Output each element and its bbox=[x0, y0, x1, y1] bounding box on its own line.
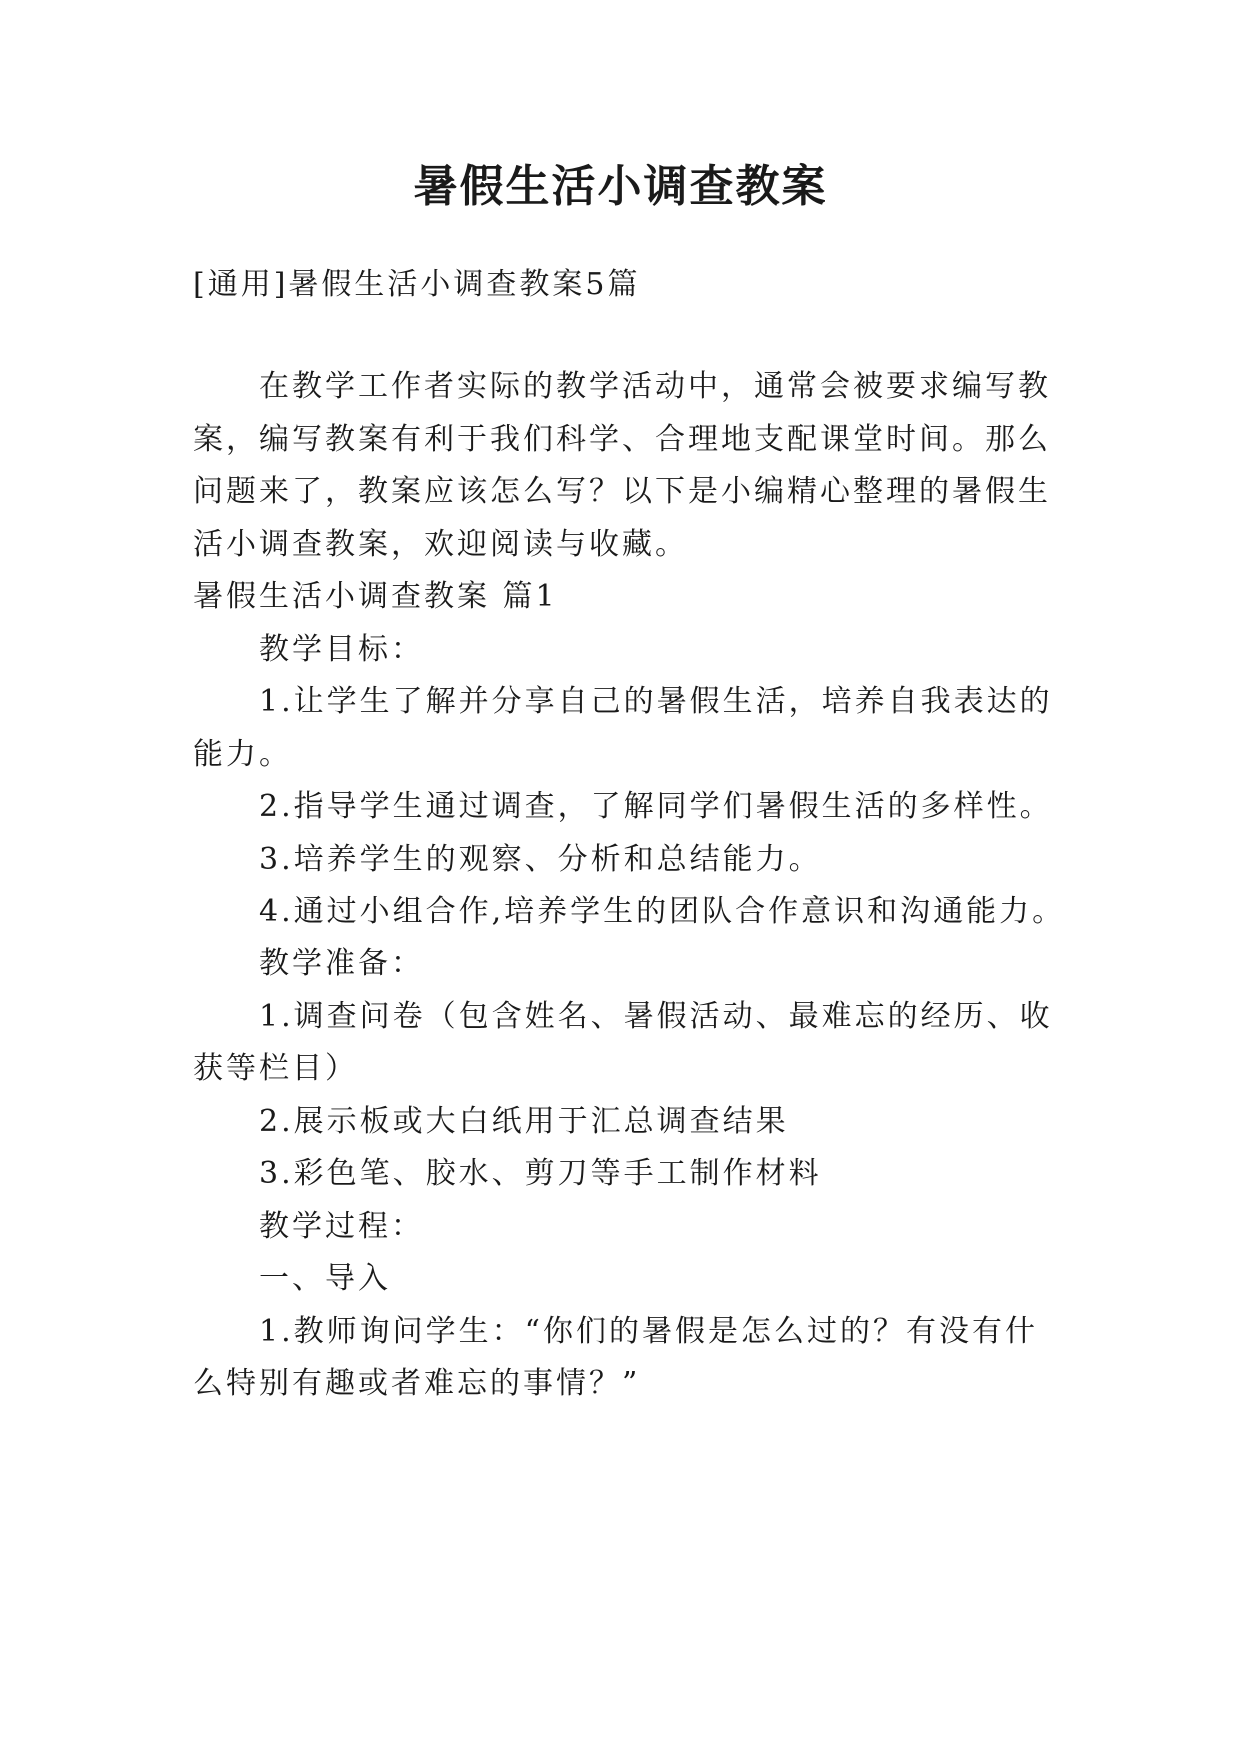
goal-line-2: 2.指导学生通过调查，了解同学们暑假生活的多样性。 bbox=[259, 789, 1053, 824]
goal-line-1: 1.让学生了解并分享自己的暑假生活，培养自我表达的 bbox=[259, 684, 1053, 719]
process-line-1: 1.教师询问学生：“你们的暑假是怎么过的？有没有什 bbox=[259, 1314, 1038, 1349]
goal-line-4: 4.通过小组合作,培养学生的团队合作意识和沟通能力。 bbox=[259, 894, 1066, 929]
goal-line-1-cont: 能力。 bbox=[193, 737, 292, 772]
process-subheading: 一、导入 bbox=[259, 1261, 391, 1296]
process-line-1-cont: 么特别有趣或者难忘的事情？” bbox=[193, 1366, 641, 1401]
prep-line-2: 2.展示板或大白纸用于汇总调查结果 bbox=[259, 1104, 789, 1139]
process-heading: 教学过程： bbox=[259, 1209, 424, 1244]
goal-line-3: 3.培养学生的观察、分析和总结能力。 bbox=[259, 842, 822, 877]
prep-line-1: 1.调查问卷（包含姓名、暑假活动、最难忘的经历、收 bbox=[259, 999, 1053, 1034]
intro-line-2: 案，编写教案有利于我们科学、合理地支配课堂时间。那么 bbox=[193, 422, 1051, 457]
prep-line-1-cont: 获等栏目） bbox=[193, 1051, 358, 1086]
intro-line-1: 在教学工作者实际的教学活动中，通常会被要求编写教 bbox=[259, 369, 1051, 404]
prep-line-3: 3.彩色笔、胶水、剪刀等手工制作材料 bbox=[259, 1156, 822, 1191]
intro-line-3: 问题来了，教案应该怎么写？以下是小编精心整理的暑假生 bbox=[193, 474, 1051, 509]
prep-heading: 教学准备： bbox=[259, 946, 424, 981]
intro-line-4: 活小调查教案，欢迎阅读与收藏。 bbox=[193, 527, 688, 562]
section-heading: 暑假生活小调查教案 篇1 bbox=[193, 579, 558, 614]
goals-heading: 教学目标： bbox=[259, 632, 424, 667]
document-title: 暑假生活小调查教案 bbox=[413, 161, 828, 212]
document-subtitle: [通用]暑假生活小调查教案5篇 bbox=[193, 267, 641, 302]
